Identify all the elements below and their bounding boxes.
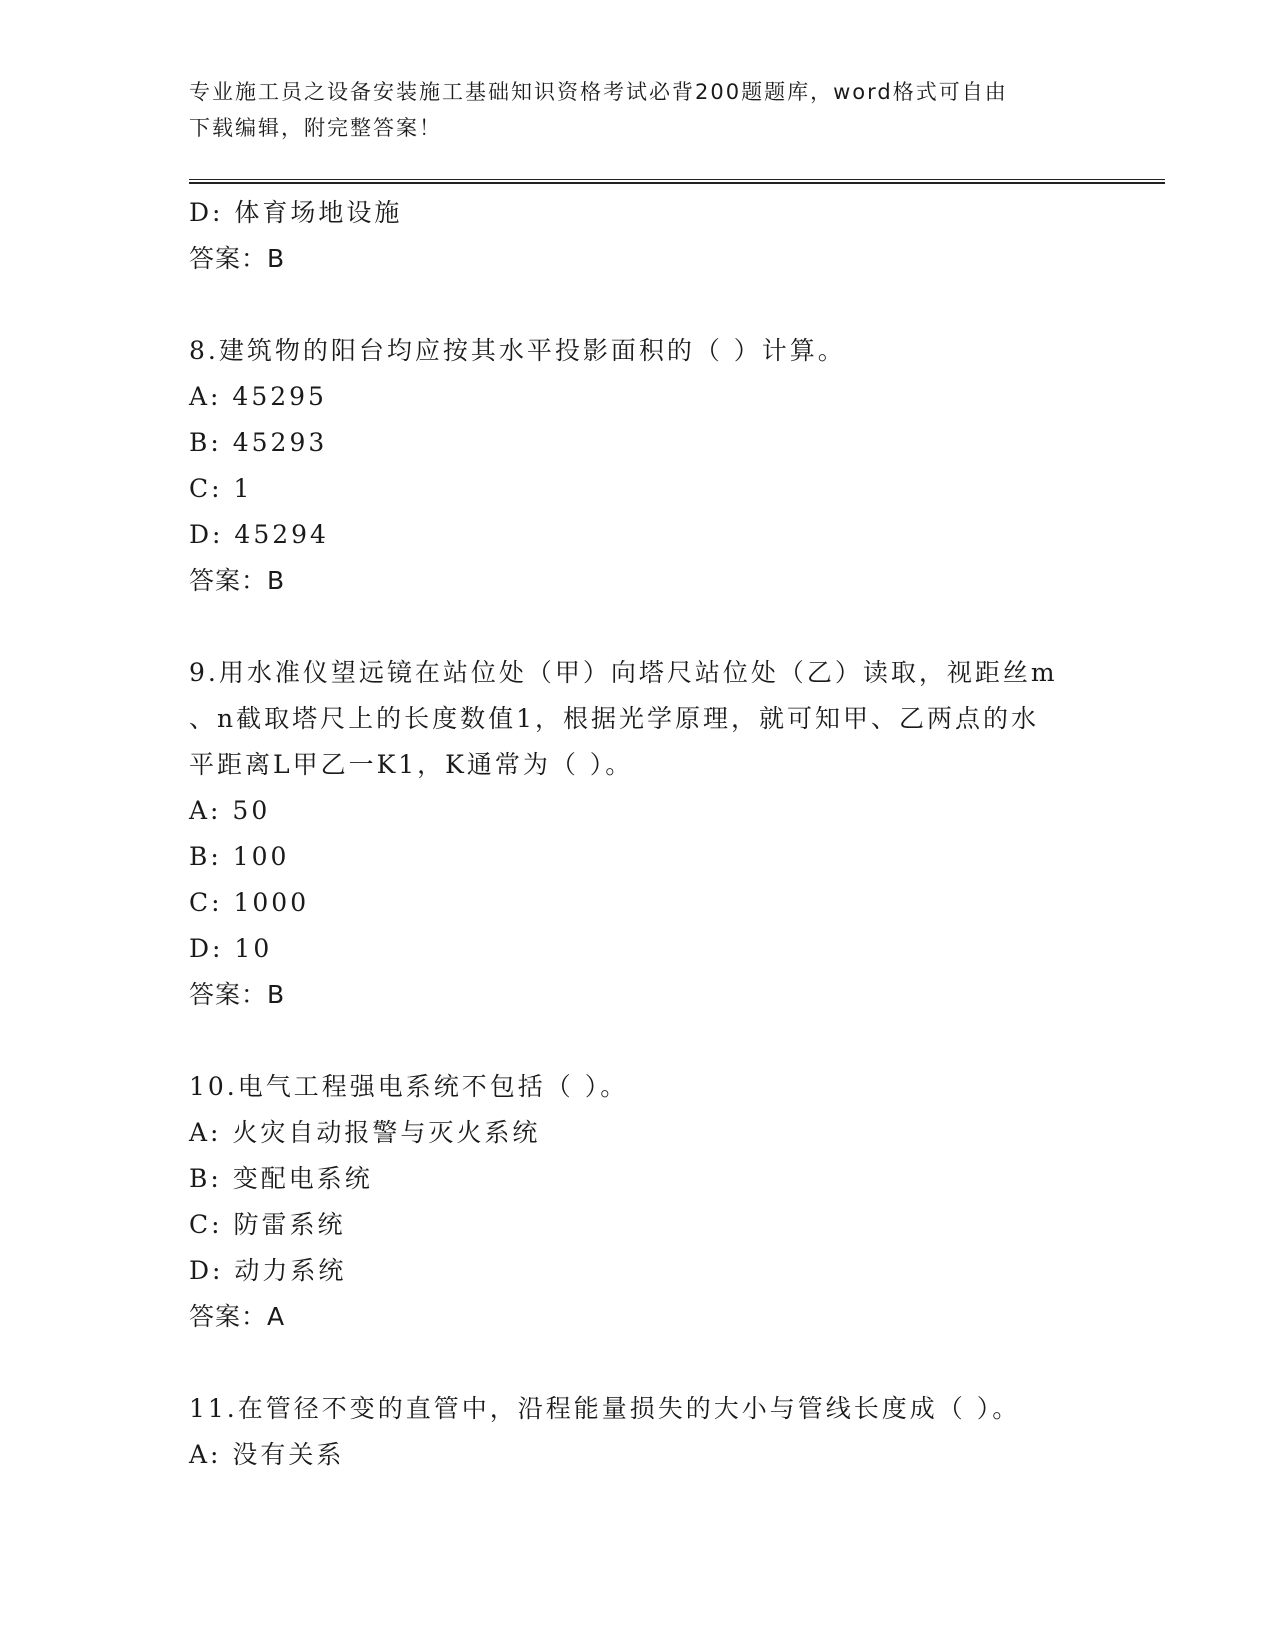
question-9 [189,650,1089,1018]
option-a: A: 45295 [189,382,327,411]
answer: 答案：B [189,244,286,273]
answer: 答案：B [189,980,286,1009]
question-stem-line-3: 平距离L甲乙一K1，K通常为（ ）。 [189,750,634,779]
question-stem: 11.在管径不变的直管中，沿程能量损失的大小与管线长度成（ ）。 [189,1394,1021,1423]
option-c: C: 1000 [189,888,310,917]
option-c: C: 1 [189,474,253,503]
question-stem: 8.建筑物的阳台均应按其水平投影面积的（ ）计算。 [189,336,846,365]
answer: 答案：A [189,1302,286,1331]
option-c: C: 防雷系统 [189,1210,346,1239]
question-stem-line-2: 、n截取塔尺上的长度数值1，根据光学原理，就可知甲、乙两点的水 [189,704,1040,733]
document-header [189,74,1089,146]
header-line-2: 下载编辑，附完整答案！ [189,116,442,140]
option-a: A: 50 [189,796,271,825]
option-b: B: 100 [189,842,290,871]
option-b: B: 变配电系统 [189,1164,373,1193]
question-8 [189,328,1089,604]
question-11 [189,1386,1089,1478]
header-rule-thin [189,179,1165,180]
question-stem: 10.电气工程强电系统不包括（ ）。 [189,1072,629,1101]
option-a: A: 火灾自动报警与灭火系统 [189,1118,541,1147]
option-b: B: 45293 [189,428,328,457]
option-d: D: 体育场地设施 [189,198,403,227]
question-stem-line-1: 9.用水准仪望远镜在站位处（甲）向塔尺站位处（乙）读取，视距丝m [189,658,1058,687]
header-rule-thick [189,182,1165,184]
option-d: D: 10 [189,934,273,963]
answer: 答案：B [189,566,286,595]
option-d: D: 动力系统 [189,1256,347,1285]
question-10 [189,1064,1089,1340]
option-a: A: 没有关系 [189,1440,345,1469]
option-d: D: 45294 [189,520,329,549]
header-line-1: 专业施工员之设备安装施工基础知识资格考试必背200题题库，word格式可自由 [189,80,1008,104]
question-list [189,190,1089,1478]
